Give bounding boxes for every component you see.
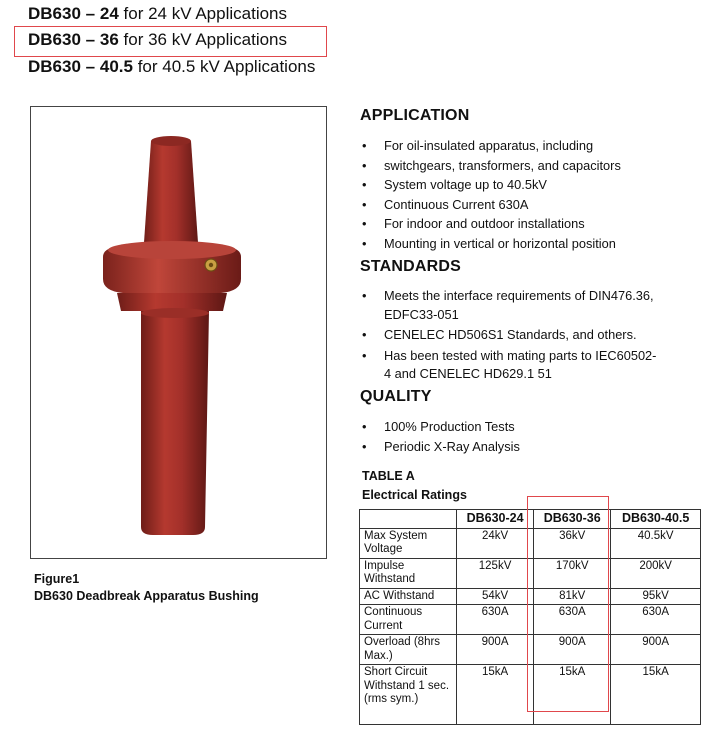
table-row	[360, 665, 701, 725]
list-item: • Has been tested with mating parts to IEC60502-4 and CENELEC HD629.1 51	[362, 347, 657, 381]
bullet: •	[362, 196, 367, 212]
list-item: • Mounting in vertical or horizontal position	[360, 234, 690, 254]
table-title: TABLE A	[362, 469, 415, 483]
model-desc: for 24 kV Applications	[123, 4, 287, 23]
ratings-table	[359, 509, 701, 725]
application-heading: APPLICATION	[360, 107, 470, 124]
bullet: •	[362, 157, 367, 173]
bullet: •	[362, 177, 367, 192]
list-item: • 100% Production Tests	[360, 417, 690, 437]
table-row	[360, 588, 701, 605]
model-rating: 24	[99, 4, 119, 23]
table-cell: 24kV	[457, 528, 534, 558]
standards-heading: STANDARDS	[360, 258, 462, 275]
bullet: •	[362, 235, 367, 251]
table-header-cell: DB630-40.5	[611, 510, 701, 529]
list-item: • Periodic X-Ray Analysis	[360, 437, 690, 457]
table-subtitle: Electrical Ratings	[362, 488, 467, 502]
quality-list	[360, 417, 690, 456]
row-label: AC Withstand	[360, 588, 457, 605]
list-item: • System voltage up to 40.5kV	[360, 175, 690, 195]
table-cell: 15kA	[457, 665, 534, 725]
model-line-40-5	[28, 57, 315, 77]
model-code: DB630	[28, 57, 81, 76]
quality-heading: QUALITY	[360, 388, 432, 405]
row-label: Overload (8hrs Max.)	[360, 635, 457, 665]
highlight-box-model-36	[14, 26, 327, 57]
model-line-24	[28, 4, 287, 24]
table-cell: 15kA	[611, 665, 701, 725]
list-item: • For oil-insulated apparatus, including	[360, 136, 690, 156]
table-row	[360, 558, 701, 588]
model-desc: for 40.5 kV Applications	[137, 57, 316, 76]
list-item: • Meets the interface requirements of DIN476.36, EDFC33-051	[362, 288, 654, 322]
bushing-image	[31, 107, 326, 558]
table-header-cell	[360, 510, 457, 529]
table-cell: 125kV	[457, 558, 534, 588]
row-label: Max System Voltage	[360, 528, 457, 558]
row-label: Continuous Current	[360, 605, 457, 635]
list-item: • Continuous Current 630A	[360, 195, 690, 215]
table-row	[360, 605, 701, 635]
table-cell: 54kV	[457, 588, 534, 605]
model-rating: 36	[99, 30, 119, 49]
table-cell: 630A	[457, 605, 534, 635]
table-cell: 95kV	[611, 588, 701, 605]
table-cell: 36kV	[534, 528, 611, 558]
table-row	[360, 635, 701, 665]
table-header-cell: DB630-36	[534, 510, 611, 529]
table-header-row	[360, 510, 701, 529]
bullet: •	[362, 327, 367, 342]
model-rating: 40.5	[99, 57, 133, 76]
table-cell: 900A	[611, 635, 701, 665]
table-cell: 900A	[457, 635, 534, 665]
table-cell: 170kV	[534, 558, 611, 588]
model-dash: –	[85, 57, 96, 76]
standards-list	[360, 287, 660, 384]
figure-frame	[30, 106, 327, 559]
figure-caption-label: Figure1	[34, 572, 80, 586]
list-item: • switchgears, transformers, and capacitors	[360, 156, 690, 176]
model-dash: –	[85, 30, 96, 49]
row-label: Short Circuit Withstand 1 sec. (rms sym.)	[360, 665, 457, 725]
row-label: Impulse Withstand	[360, 558, 457, 588]
table-cell: 200kV	[611, 558, 701, 588]
model-dash: –	[85, 4, 96, 23]
list-item: • CENELEC HD506S1 Standards, and others.	[360, 326, 660, 345]
table-row	[360, 528, 701, 558]
model-code: DB630	[28, 4, 81, 23]
table-cell: 15kA	[534, 665, 611, 725]
list-item: • For indoor and outdoor installations	[360, 214, 690, 234]
table-cell: 40.5kV	[611, 528, 701, 558]
bullet: •	[362, 138, 367, 153]
model-desc: for 36 kV Applications	[123, 30, 287, 49]
bullet: •	[362, 216, 367, 231]
application-list	[360, 136, 690, 253]
table-cell: 630A	[611, 605, 701, 635]
table-cell: 630A	[534, 605, 611, 635]
bullet: •	[362, 438, 367, 454]
table-header-cell: DB630-24	[457, 510, 534, 529]
bullet: •	[362, 419, 367, 434]
table-cell: 81kV	[534, 588, 611, 605]
table-cell: 900A	[534, 635, 611, 665]
figure-caption-text: DB630 Deadbreak Apparatus Bushing	[34, 589, 259, 603]
bullet: •	[362, 347, 367, 363]
bullet: •	[362, 288, 367, 303]
model-code: DB630	[28, 30, 81, 49]
figure-caption	[34, 571, 259, 605]
